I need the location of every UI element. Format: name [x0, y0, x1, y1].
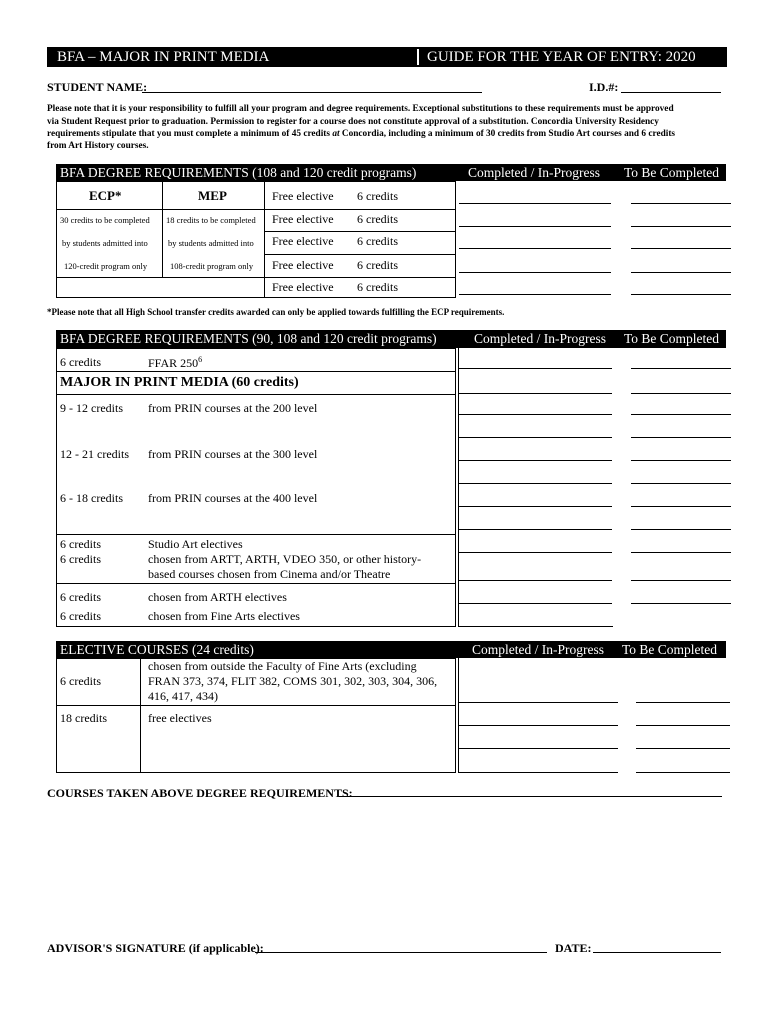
studio-credits: 6 credits	[60, 537, 101, 551]
tobe-field[interactable]	[631, 272, 731, 273]
date-label: DATE:	[555, 941, 592, 955]
studio-credits: 6 credits	[60, 552, 101, 566]
student-name-field[interactable]	[142, 92, 482, 93]
tobe-field[interactable]	[631, 529, 731, 530]
completed-field[interactable]	[459, 294, 611, 295]
mep-line-1: 18 credits to be completed	[166, 215, 256, 225]
section3-col-completed: Completed / In-Progress	[472, 642, 604, 657]
completed-field[interactable]	[459, 506, 612, 507]
completed-field[interactable]	[459, 414, 612, 415]
completed-field[interactable]	[459, 603, 612, 604]
tobe-field[interactable]	[631, 603, 731, 604]
guide-year: GUIDE FOR THE YEAR OF ENTRY: 2020	[427, 49, 696, 65]
tobe-field[interactable]	[636, 702, 730, 703]
completed-field[interactable]	[459, 580, 612, 581]
completed-field[interactable]	[459, 368, 612, 369]
tobe-field[interactable]	[631, 552, 731, 553]
elective-label: Free elective	[272, 280, 334, 294]
prin-desc: from PRIN courses at the 300 level	[148, 447, 318, 461]
completed-field[interactable]	[459, 552, 612, 553]
tobe-field[interactable]	[631, 393, 731, 394]
completed-field[interactable]	[459, 529, 612, 530]
section3-col-tobe: To Be Completed	[622, 642, 718, 657]
tobe-field[interactable]	[631, 294, 731, 295]
id-field[interactable]	[621, 92, 721, 93]
completed-field[interactable]	[459, 226, 611, 227]
completed-field[interactable]	[459, 725, 618, 726]
advisor-signature-field[interactable]	[255, 952, 547, 953]
courses-above-field[interactable]	[339, 796, 722, 797]
tobe-field[interactable]	[631, 506, 731, 507]
prin-desc: from PRIN courses at the 200 level	[148, 401, 318, 415]
outside-desc: FRAN 373, 374, FLIT 382, COMS 301, 302, 303, 304, 306,	[148, 674, 438, 688]
section2-col-completed: Completed / In-Progress	[474, 331, 606, 346]
elective-credits: 6 credits	[357, 189, 398, 203]
completed-field[interactable]	[459, 437, 612, 438]
arth-desc: chosen from Fine Arts electives	[148, 609, 300, 623]
major-title: MAJOR IN PRINT MEDIA (60 credits)	[60, 375, 299, 390]
tobe-field[interactable]	[636, 772, 730, 773]
outside-desc: chosen from outside the Faculty of Fine Arts (excluding	[148, 659, 417, 673]
mep-line-3: 108-credit program only	[170, 261, 254, 271]
prin-credits: 6 - 18 credits	[60, 491, 123, 505]
tobe-field[interactable]	[631, 226, 731, 227]
notice-line-4: from Art History courses.	[47, 141, 149, 151]
free-credits: 18 credits	[60, 711, 107, 725]
id-label: I.D.#:	[589, 80, 619, 94]
elective-label: Free elective	[272, 258, 334, 272]
section3-header	[56, 641, 726, 658]
program-title: BFA – MAJOR IN PRINT MEDIA	[57, 49, 270, 65]
completed-field[interactable]	[459, 748, 618, 749]
mep-line-2: by students admitted into	[168, 238, 254, 248]
ecp-footnote: *Please note that all High School transfer credits awarded can only be applied towards fulfilling the ECP requirements.	[47, 307, 505, 317]
elective-label: Free elective	[272, 212, 334, 226]
elective-credits: 6 credits	[357, 234, 398, 248]
notice-line-3: requirements stipulate that you must complete a minimum of 45 credits at Concordia, including a minimum of 30 credits from Studio Art courses and 6 credits	[47, 129, 676, 139]
section2-col-tobe: To Be Completed	[624, 331, 720, 346]
ecp-line-3: 120-credit program only	[64, 261, 148, 271]
completed-field[interactable]	[459, 702, 618, 703]
tobe-field[interactable]	[631, 368, 731, 369]
completed-field[interactable]	[459, 393, 612, 394]
completed-column-box	[458, 658, 618, 773]
section1-header	[56, 164, 726, 181]
completed-field[interactable]	[459, 460, 612, 461]
free-desc: free electives	[148, 711, 212, 725]
tobe-field[interactable]	[636, 725, 730, 726]
tobe-field[interactable]	[636, 748, 730, 749]
ecp-heading: ECP*	[89, 188, 122, 203]
studio-desc: Studio Art electives	[148, 537, 243, 551]
mep-heading: MEP	[198, 188, 227, 203]
elective-credits: 6 credits	[357, 212, 398, 226]
arth-credits: 6 credits	[60, 609, 101, 623]
ffar-course: FFAR $250^6$	[148, 355, 203, 370]
completed-field[interactable]	[459, 248, 611, 249]
section3-title: ELECTIVE COURSES (24 credits)	[60, 642, 254, 657]
prin-desc: from PRIN courses at the 400 level	[148, 491, 318, 505]
prin-credits: 9 - 12 credits	[60, 401, 123, 415]
notice-line-1: Please note that it is your responsibility to fulfill all your program and degree requirements. Exceptional substitutions to these requirements must be approved	[47, 104, 674, 114]
arth-credits: 6 credits	[60, 590, 101, 604]
tobe-field[interactable]	[631, 580, 731, 581]
section1-title: BFA DEGREE REQUIREMENTS (108 and 120 credit programs)	[60, 165, 417, 180]
tobe-field[interactable]	[631, 414, 731, 415]
studio-desc: based courses chosen from Cinema and/or Theatre	[148, 567, 391, 581]
elective-credits: 6 credits	[357, 258, 398, 272]
elective-label: Free elective	[272, 234, 334, 248]
notice-line-2: via Student Request prior to graduation. Permission to register for a course does not constitute approval of a substitution. Concordia University Residency	[47, 117, 659, 127]
date-field[interactable]	[593, 952, 721, 953]
ecp-line-2: by students admitted into	[62, 238, 148, 248]
courses-above-label: COURSES TAKEN ABOVE DEGREE REQUIREMENTS:	[47, 786, 353, 800]
outside-desc: 416, 417, 434)	[148, 689, 218, 703]
header-bar	[47, 47, 727, 67]
tobe-field[interactable]	[631, 203, 731, 204]
completed-field[interactable]	[459, 272, 611, 273]
student-name-label: STUDENT NAME:	[47, 80, 148, 94]
ecp-line-1: 30 credits to be completed	[60, 215, 150, 225]
tobe-field[interactable]	[631, 437, 731, 438]
advisor-signature-label: ADVISOR'S SIGNATURE (if applicable):	[47, 941, 264, 955]
ffar-credits: 6 credits	[60, 355, 101, 369]
elective-credits: 6 credits	[357, 280, 398, 294]
prin-credits: 12 - 21 credits	[60, 447, 129, 461]
outside-credits: 6 credits	[60, 674, 101, 688]
tobe-field[interactable]	[631, 460, 731, 461]
arth-desc: chosen from ARTH electives	[148, 590, 287, 604]
completed-column-box	[458, 348, 613, 627]
tobe-field[interactable]	[631, 483, 731, 484]
section1-col-completed: Completed / In-Progress	[468, 165, 600, 180]
studio-desc: chosen from ARTT, ARTH, VDEO 350, or other history-	[148, 552, 422, 566]
tobe-field[interactable]	[631, 248, 731, 249]
section2-title: BFA DEGREE REQUIREMENTS (90, 108 and 120 credit programs)	[60, 331, 437, 346]
section2-header	[56, 330, 726, 348]
elective-label: Free elective	[272, 189, 334, 203]
section1-col-tobe: To Be Completed	[624, 165, 720, 180]
completed-field[interactable]	[459, 203, 611, 204]
completed-field[interactable]	[459, 483, 612, 484]
